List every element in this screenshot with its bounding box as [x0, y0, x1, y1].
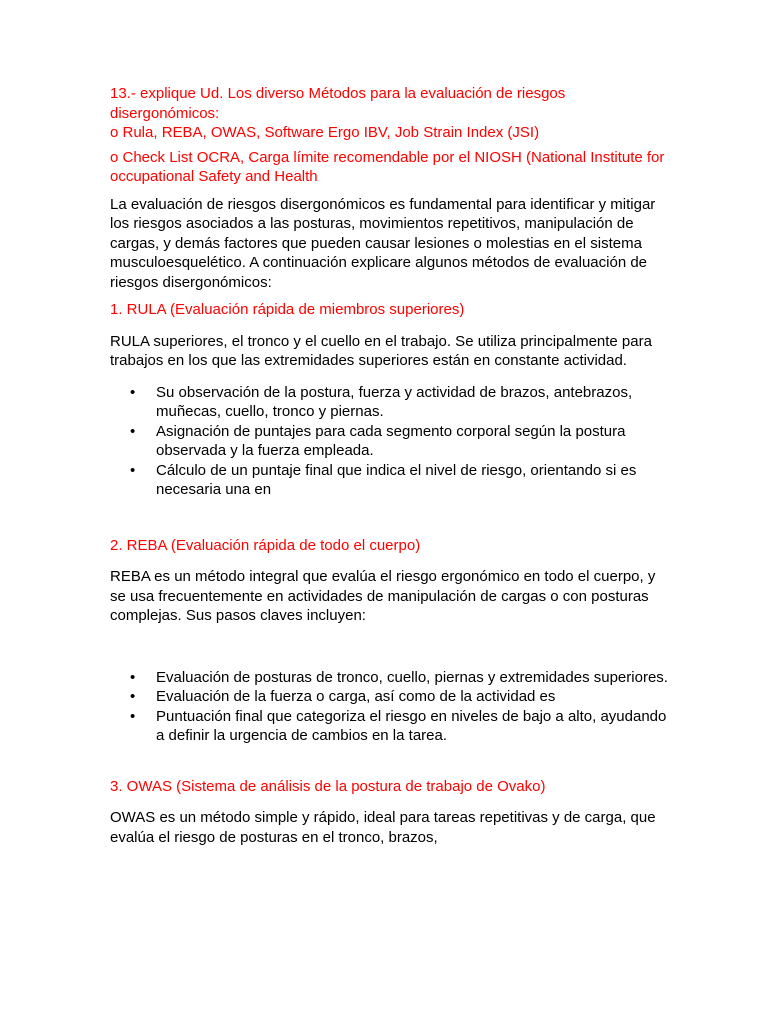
bullet-list-rula: [110, 383, 670, 500]
bullet-icon: •: [130, 383, 136, 401]
section-heading-owas: 3. OWAS (Sistema de análisis de la postura de trabajo de Ovako): [110, 777, 546, 795]
question-line-2: o Rula, REBA, OWAS, Software Ergo IBV, Job Strain Index (JSI): [110, 124, 540, 141]
list-item: • Su observación de la postura, fuerza y actividad de brazos, antebrazos, muñecas, cuello, tronco y piernas.: [130, 383, 633, 420]
question-line-1: 13.- explique Ud. Los diverso Métodos para la evaluación de riesgos disergonómicos:: [110, 85, 566, 122]
bullet-list-reba: [110, 668, 670, 746]
list-item: • Evaluación de la fuerza o carga, así como de la actividad es: [130, 688, 556, 705]
intro-paragraph: La evaluación de riesgos disergonómicos es fundamental para identificar y mitigar los riesgos asociados a las posturas, movimientos repetitivos, manipulación de cargas, y demás factores que pueden causar lesiones o molestias en el sistema musculoesquelético. A continuación explicare algunos métodos de evaluación de riesgos disergonómicos:: [110, 195, 656, 291]
section-body-reba: REBA es un método integral que evalúa el riesgo ergonómico en todo el cuerpo, y se usa frecuentemente en actividades de manipulación de cargas o con posturas complejas. Sus pasos claves incluyen:: [110, 568, 656, 624]
bullet-icon: •: [130, 668, 136, 686]
section-heading-rula: 1. RULA (Evaluación rápida de miembros superiores): [110, 301, 465, 318]
bullet-icon: •: [130, 688, 136, 705]
document-page: [110, 84, 670, 847]
bullet-icon: •: [130, 461, 136, 479]
section-body-owas: OWAS es un método simple y rápido, ideal para tareas repetitivas y de carga, que evalúa el riesgo de posturas en el tronco, brazos,: [110, 809, 656, 846]
question-line-3: o Check List OCRA, Carga límite recomendable por el NIOSH (National Institute for occupational Safety and Health: [110, 148, 665, 185]
list-item: • Cálculo de un puntaje final que indica el nivel de riesgo, orientando si es necesaria una en: [130, 461, 637, 498]
list-item: • Puntuación final que categoriza el riesgo en niveles de bajo a alto, ayudando a definir la urgencia de cambios en la tarea.: [130, 707, 667, 744]
list-item: • Asignación de puntajes para cada segmento corporal según la postura observada y la fuerza empleada.: [130, 422, 626, 459]
section-heading-reba: 2. REBA (Evaluación rápida de todo el cuerpo): [110, 536, 421, 554]
list-item: • Evaluación de posturas de tronco, cuello, piernas y extremidades superiores.: [130, 668, 668, 686]
bullet-icon: •: [130, 422, 136, 440]
bullet-icon: •: [130, 707, 136, 725]
section-body-rula: RULA superiores, el tronco y el cuello en el trabajo. Se utiliza principalmente para trabajos en los que las extremidades superiores están en constante actividad.: [110, 332, 652, 369]
